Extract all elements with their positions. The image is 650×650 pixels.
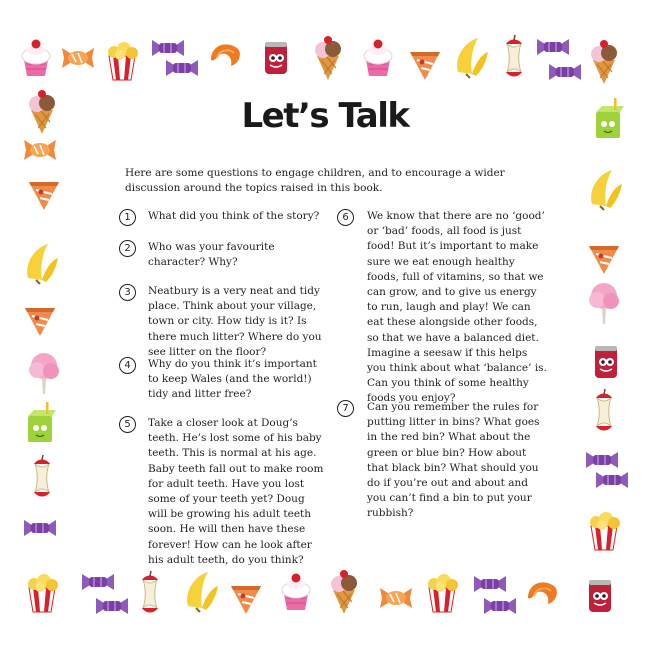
- question-number: 4: [119, 357, 136, 374]
- question-text: Can you remember the rules for putting litter in bins? What goes in the red bin? What about the green or blue bin? How about that black bin? What should you do if you’re out and about and you can’t find a bin to put your rubbish?: [367, 401, 540, 520]
- question-number: 2: [119, 240, 136, 257]
- question-number: 1: [119, 209, 136, 226]
- question-number: 6: [337, 209, 354, 226]
- question-number: 5: [119, 416, 136, 433]
- question-text: What did you think of the story?: [148, 210, 320, 222]
- question-number: 7: [337, 400, 354, 417]
- intro-text: Here are some questions to engage children, and to encourage a wider discussion around the topics raised in this book.: [125, 167, 505, 194]
- question-number: 3: [119, 284, 136, 301]
- question-text: Who was your favourite character? Why?: [148, 241, 275, 269]
- question-text: Neatbury is a very neat and tidy place. Think about your village, town or city. How tidy is it? Is there much litter? Where do you see litter on the floor?: [148, 285, 322, 358]
- question-text: We know that there are no ‘good’ or ‘bad’ foods, all food is just food! But it’s important to make sure we eat enough healthy foods, full of vitamins, so that we can grow, and to give us energy to run, laugh and play! We can eat these alongside other foods, so that we have a balanced diet. Imagine a seesaw if this helps you think about what ‘balance’ is. Can you think of some healthy foods you enjoy?: [367, 210, 547, 405]
- question-text: Why do you think it’s important to keep Wales (and the world!) tidy and litter free?: [148, 358, 317, 401]
- page-title: Let’s Talk: [241, 96, 409, 136]
- question-text: Take a closer look at Doug’s teeth. He’s lost some of his baby teeth. This is normal at his age. Baby teeth fall out to make room for adult teeth. Have you lost some of your teeth yet? Doug will be growing his adult teeth soon. He will then have these forever! How can he look after his adult teeth, do you think?: [148, 417, 324, 566]
